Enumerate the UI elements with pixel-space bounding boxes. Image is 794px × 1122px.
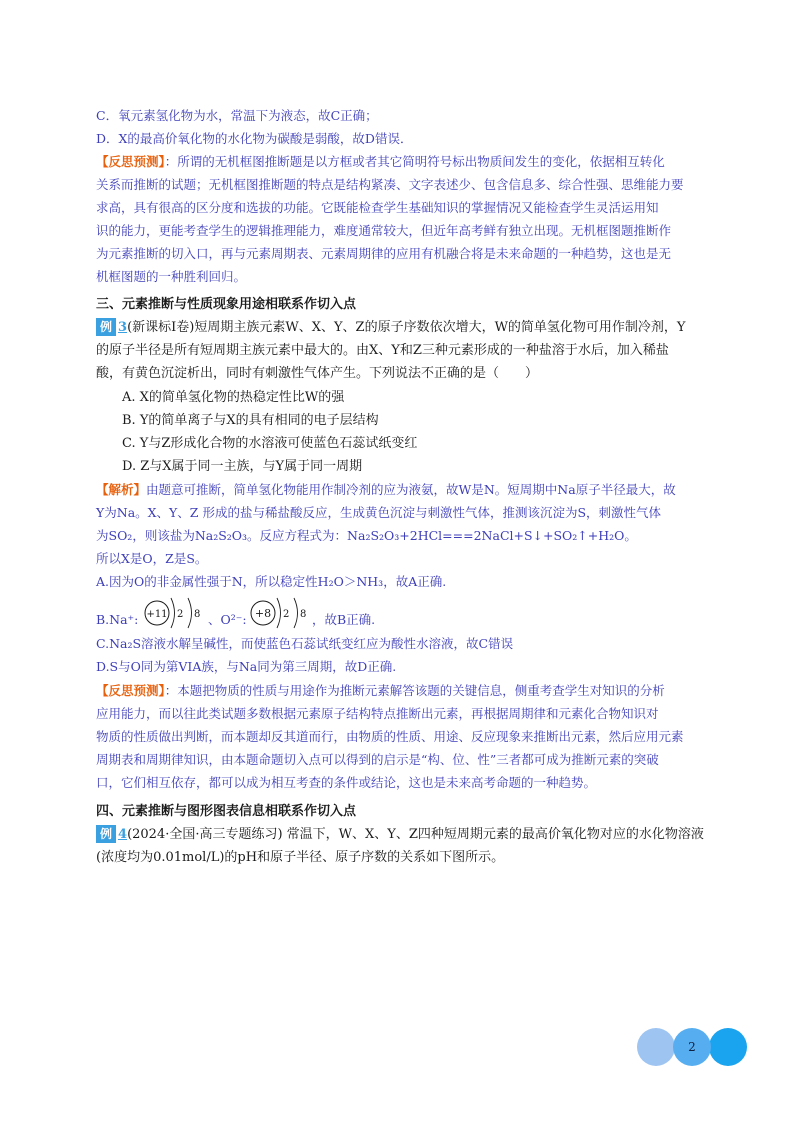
page-number: 2 (688, 1040, 696, 1054)
analysis-line-4: 所以X是O，Z是S。 (96, 551, 208, 566)
na-core-label: +11 (146, 609, 168, 620)
example-3-line-2: 的原子半径是所有短周期主族元素中最大的。由X、Y和Z三种元素形成的一种盐溶于水后，加入稀盐 (96, 343, 669, 358)
analysis-tag: 【解析】 (96, 482, 147, 497)
reflection-tag: 【反思预测】 (96, 154, 165, 169)
reflection-2-line-4: 周期表和周期律知识，由本题命题切入点可以得到的启示是“构、位、性”三者都可成为推断元素的突破 (96, 752, 659, 767)
example-3-line-1: 例 3(新课标Ⅰ卷)短周期主族元素W、X、Y、Z的原子序数依次增大，W的简单氢化物可用作制冷剂，Y (96, 318, 686, 338)
na-ion-structure-diagram (138, 592, 208, 634)
decor-circle (637, 1028, 675, 1066)
na-shell-1: 2 (177, 609, 184, 620)
example-badge: 例 (96, 825, 116, 843)
reflection-1-line-3: 求高，具有很高的区分度和选拔的功能。它既能检查学生基础知识的掌握情况又能检查学生灵活运用知 (96, 200, 659, 215)
example-number: 4 (118, 827, 128, 842)
analysis-line-1: 【解析】由题意可推断，简单氢化物能用作制冷剂的应为液氨，故W是N。短周期中Na原子半径最大，故 (96, 482, 676, 497)
o-shell-1: 2 (283, 609, 290, 620)
reflection-1-line-1: 【反思预测】：所谓的无机框图推断题是以方框或者其它简明符号标出物质间发生的变化，依据相互转化 (96, 154, 665, 169)
reflection-2-line-5: 口，它们相互依存，都可以成为相互考查的条件或结论，这也是未来高考命题的一种趋势。 (96, 775, 597, 790)
option-c: C. Y与Z形成化合物的水溶液可使蓝色石蕊试纸变红 (122, 436, 418, 451)
example-4-line-1: 例 4(2024·全国·高三专题练习) 常温下，W、X、Y、Z四种短周期元素的最高价氧化物对应的水化物溶液 (96, 825, 704, 845)
o-shell-2: 8 (300, 609, 307, 620)
option-d-analysis: D．X的最高价氧化物的水化物为碳酸是弱酸，故D错误． (96, 131, 413, 146)
reflection-2-line-2: 应用能力，而以往此类试题多数根据元素原子结构特点推断出元素，再根据周期律和元素化合物知识对 (96, 706, 659, 721)
reflection-tag: 【反思预测】 (96, 683, 165, 698)
decor-circle (709, 1028, 747, 1066)
analysis-b-suffix: ，故B正确. (312, 612, 376, 627)
example-4-line-2: (浓度均为0.01mol/L)的pH和原子半径、原子序数的关系如下图所示。 (96, 850, 505, 865)
option-c-analysis: C．氧元素氢化物为水，常温下为液态，故C正确； (96, 108, 378, 123)
section-3-heading: 三、元素推断与性质现象用途相联系作切入点 (96, 297, 357, 312)
reflection-2-line-3: 物质的性质做出判断，而本题却反其道而行，由物质的性质、用途、反应现象来推断出元素，然后应用元素 (96, 729, 684, 744)
o-core-label: +8 (254, 607, 272, 620)
option-b: B. Y的简单离子与X的具有相同的电子层结构 (122, 413, 379, 428)
analysis-b-prefix: B.Na⁺: (96, 612, 139, 627)
page-number-badge (637, 1028, 749, 1068)
reflection-1-line-5: 为元素推断的切入口，再与元素周期表、元素周期律的应用有机融合将是未来命题的一种趋势，这也是无 (96, 246, 672, 261)
example-3-line-3: 酸，有黄色沉淀析出，同时有刺激性气体产生。下列说法不正确的是（ ） (96, 366, 539, 381)
analysis-line-3: 为SO₂，则该盐为Na₂S₂O₃。反应方程式为：Na₂S₂O₃+2HCl===2NaCl+S↓+SO₂↑+H₂O。 (96, 528, 637, 543)
analysis-d: D.S与O同为第VIA族，与Na同为第三周期，故D正确. (96, 659, 397, 674)
reflection-1-line-6: 机框图题的一种胜利回归。 (96, 269, 247, 284)
analysis-c: C.Na₂S溶液水解呈碱性，而使蓝色石蕊试纸变红应为酸性水溶液，故C错误 (96, 636, 514, 651)
option-a: A. X的简单氢化物的热稳定性比W的强 (122, 390, 345, 405)
analysis-line-2: Y为Na。X、Y、Z 形成的盐与稀盐酸反应，生成黄色沉淀与刺激性气体，推测该沉淀为S，刺激性气体 (96, 505, 662, 520)
na-shell-2: 8 (194, 609, 201, 620)
reflection-2-line-1: 【反思预测】：本题把物质的性质与用途作为推断元素解答该题的关键信息，侧重考查学生对知识的分析 (96, 683, 665, 698)
o-ion-structure-diagram (244, 592, 314, 634)
analysis-b-mid: 、O²⁻: (208, 612, 247, 627)
reflection-1-line-4: 识的能力，更能考查学生的逻辑推理能力，难度通常较大，但近年高考鲜有独立出现。无机框图题推断作 (96, 223, 672, 238)
option-d: D. Z与X属于同一主族，与Y属于同一周期 (122, 459, 363, 474)
analysis-line-5: A.因为O的非金属性强于N，所以稳定性H₂O＞NH₃，故A正确. (96, 574, 447, 589)
example-badge: 例 (96, 318, 116, 336)
reflection-1-line-2: 关系而推断的试题；无机框图推断题的特点是结构紧凑、文字表述少、包含信息多、综合性强、思维能力要 (96, 177, 684, 192)
example-number: 3 (118, 320, 128, 335)
section-4-heading: 四、元素推断与图形图表信息相联系作切入点 (96, 804, 357, 819)
